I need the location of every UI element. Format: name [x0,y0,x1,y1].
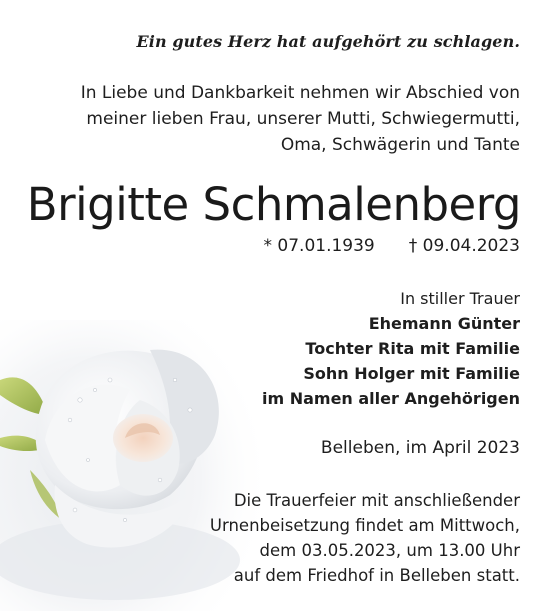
birth-date: * 07.01.1939 [263,236,375,256]
mourner-line: Sohn Holger mit Familie [303,364,520,383]
life-dates [264,236,521,256]
mourner-line: Ehemann Günter [368,314,520,333]
place-and-date: Belleben, im April 2023 [320,438,520,458]
mourners-block [262,286,520,411]
funeral-info [210,488,520,588]
intro-text [81,80,520,158]
funeral-line: auf dem Friedhof in Belleben statt. [233,566,520,585]
funeral-line: dem 03.05.2023, um 13.00 Uhr [259,541,520,560]
funeral-line: Urnenbeisetzung findet am Mittwoch, [209,516,520,535]
intro-line: Oma, Schwägerin und Tante [280,135,520,155]
intro-line: meiner lieben Frau, unserer Mutti, Schwiegermutti, [86,109,520,129]
mourner-line: Tochter Rita mit Familie [305,339,520,358]
mourning-intro: In stiller Trauer [400,289,520,308]
mourner-line: im Namen aller Angehörigen [261,389,520,408]
funeral-line: Die Trauerfeier mit anschließender [233,491,520,510]
deceased-name: Brigitte Schmalenberg [26,178,521,231]
intro-line: In Liebe und Dankbarkeit nehmen wir Abschied von [80,83,520,103]
death-date: † 09.04.2023 [408,236,520,256]
motto-line: Ein gutes Herz hat aufgehört zu schlagen. [136,32,520,51]
